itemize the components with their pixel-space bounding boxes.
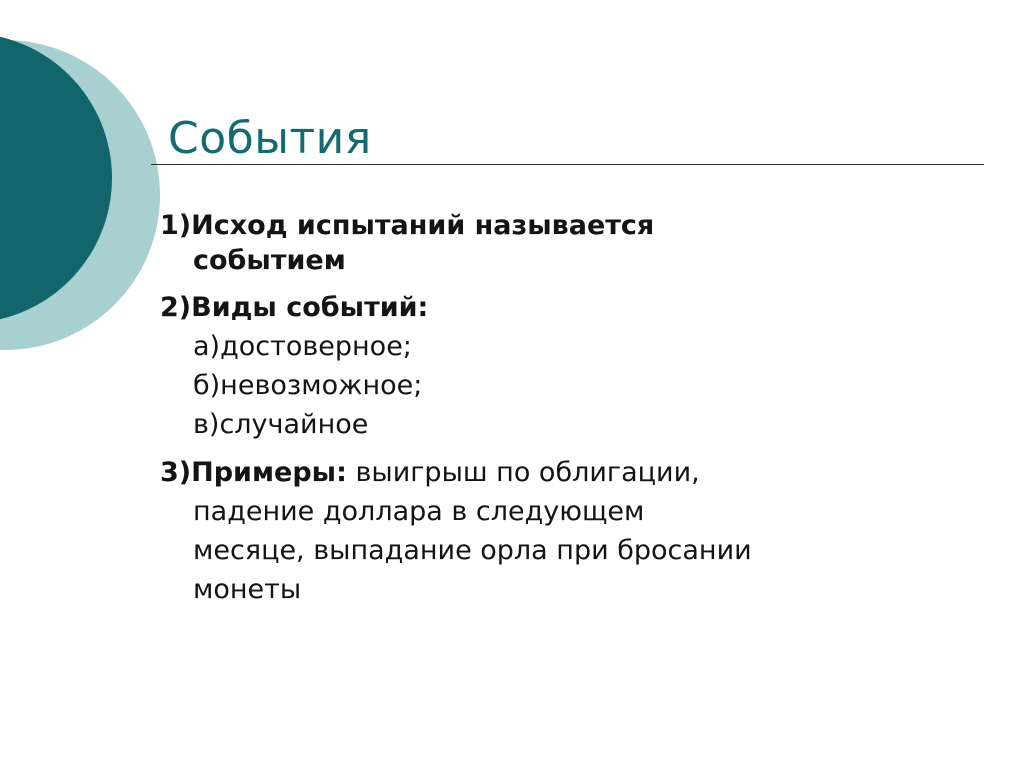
list-item: 2)Виды событий:	[160, 292, 429, 324]
slide-body	[160, 208, 990, 607]
list-item-label: 3)Примеры:	[160, 456, 347, 488]
list-item-continuation: месяце, выпадание орла при бросании	[193, 534, 752, 566]
title-divider	[151, 164, 984, 165]
list-item: 1)Исход испытаний называется	[160, 210, 655, 241]
list-item: а)достоверное;	[193, 331, 412, 363]
list-item: б)невозможное;	[193, 370, 423, 402]
list-item-continuation: падение доллара в следующем	[193, 495, 645, 527]
list-item: в)случайное	[193, 409, 369, 441]
list-item-continuation: событием	[193, 245, 346, 277]
list-item-text: выигрыш по облигации,	[346, 456, 700, 488]
list-item	[160, 455, 990, 490]
slide-title: События	[168, 113, 372, 165]
list-item-continuation: монеты	[193, 573, 302, 605]
